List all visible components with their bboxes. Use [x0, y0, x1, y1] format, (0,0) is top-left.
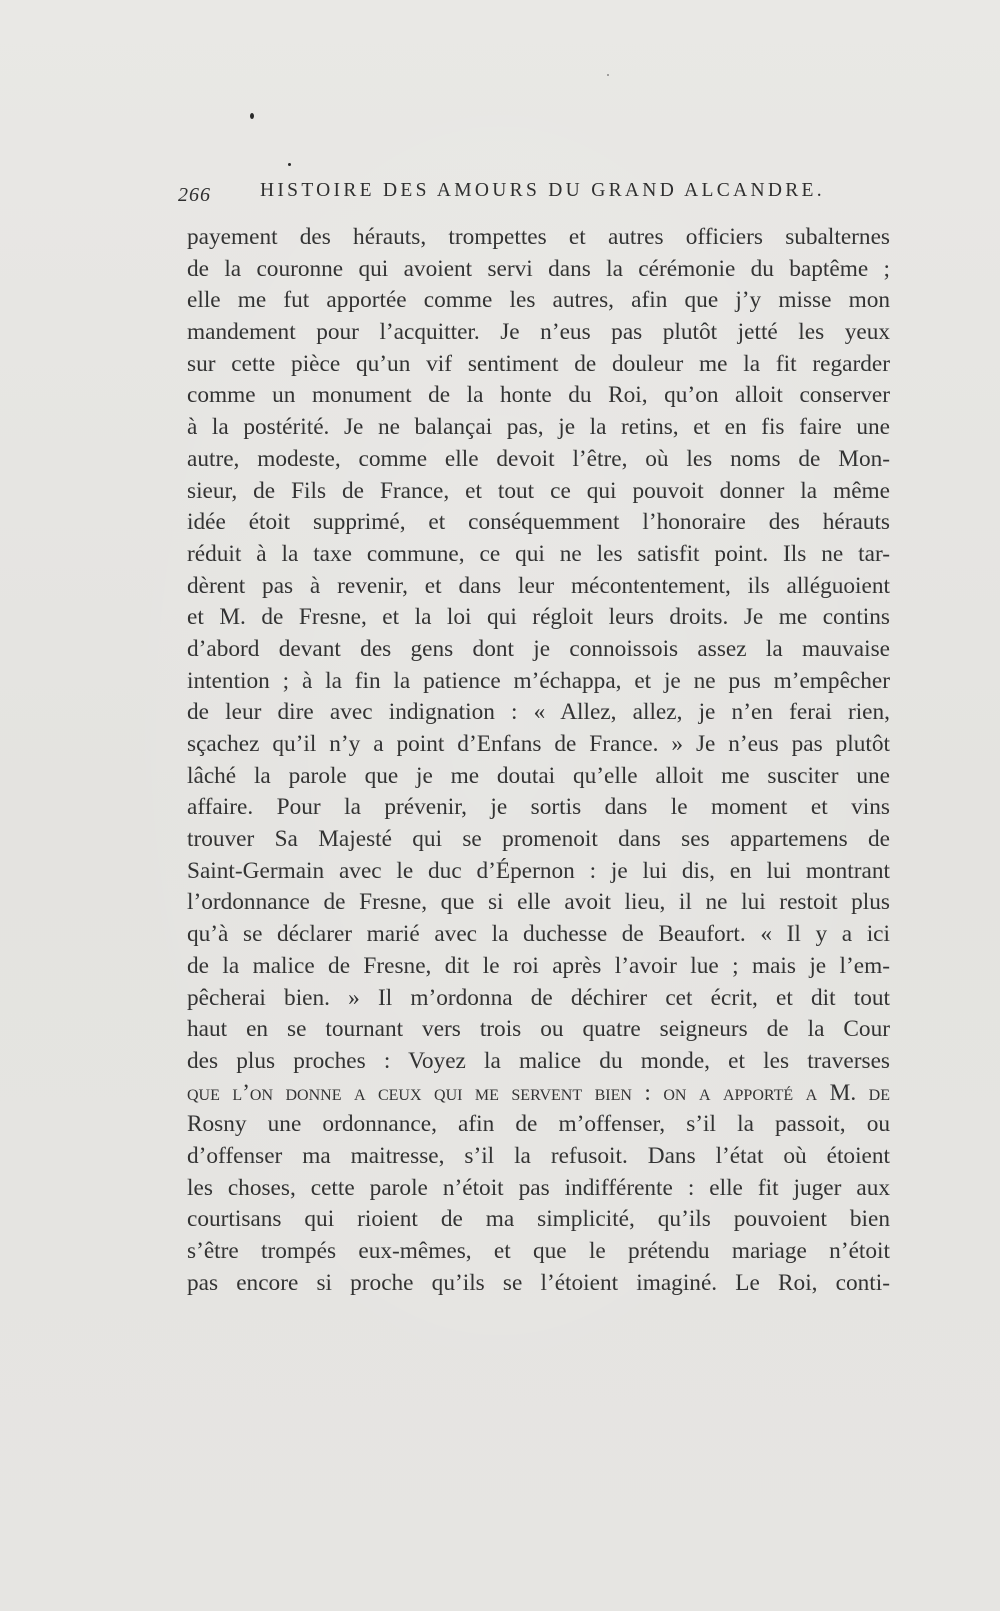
text-line: pas encore si proche qu’ils se l’étoient imaginé. Le Roi, conti- — [187, 1269, 890, 1296]
text-line: payement des hérauts, trompettes et autres officiers subalternes — [187, 224, 890, 250]
ink-speck — [288, 163, 291, 166]
text-line: les choses, cette parole n’étoit pas indifférente : elle fit juger aux — [187, 1174, 890, 1201]
text-line: des plus proches : Voyez la malice du monde, et les traverses — [187, 1047, 890, 1074]
text-line: courtisans qui rioient de ma simplicité, qu’ils pouvoient bien — [187, 1206, 890, 1233]
text-line: haut en se tournant vers trois ou quatre seigneurs de la Cour — [187, 1016, 890, 1043]
text-line: de la malice de Fresne, dit le roi après l’avoir lue ; mais je l’em- — [187, 952, 890, 979]
text-line: trouver Sa Majesté qui se promenoit dans ses appartemens de — [187, 826, 890, 853]
text-line: sur cette pièce qu’un vif sentiment de douleur me la fit regarder — [187, 350, 890, 377]
text-line: sçachez qu’il n’y a point d’Enfans de France. » Je n’eus pas plutôt — [187, 731, 890, 757]
page-number: 266 — [178, 184, 211, 206]
text-line: d’abord devant des gens dont je connoissois assez la mauvaise — [187, 635, 890, 662]
text-line: l’ordonnance de Fresne, que si elle avoit lieu, il ne lui restoit plus — [187, 889, 890, 916]
text-line: affaire. Pour la prévenir, je sortis dans le moment et vins — [187, 794, 890, 821]
text-line: que l’on donne a ceux qui me servent bien : on a apporté a M. de — [187, 1079, 890, 1106]
text-line: à la postérité. Je ne balançai pas, je la retins, et en fis faire une — [187, 414, 890, 441]
text-line: Rosny une ordonnance, afin de m’offenser, s’il la passoit, ou — [187, 1111, 890, 1138]
text-line: elle me fut apportée comme les autres, afin que j’y misse mon — [187, 287, 890, 314]
text-line: comme un monument de la honte du Roi, qu’on alloit conserver — [187, 382, 890, 409]
text-line: de la couronne qui avoient servi dans la cérémonie du baptême ; — [187, 255, 890, 282]
text-line: intention ; à la fin la patience m’échappa, et je ne pus m’empêcher — [187, 667, 890, 694]
text-line: idée étoit supprimé, et conséquemment l’honoraire des hérauts — [187, 509, 890, 536]
ink-speck — [607, 74, 609, 76]
text-line: de leur dire avec indignation : « Allez, allez, je n’en ferai rien, — [187, 699, 890, 726]
body-text — [187, 222, 890, 1299]
text-line: autre, modeste, comme elle devoit l’être, où les noms de Mon- — [187, 445, 890, 472]
text-line: lâché la parole que je me doutai qu’elle alloit me susciter une — [187, 762, 890, 789]
text-line: dèrent pas à revenir, et dans leur mécontentement, ils alléguoient — [187, 572, 890, 599]
text-line: réduit à la taxe commune, ce qui ne les satisfit point. Ils ne tar- — [187, 540, 890, 567]
text-line: Saint-Germain avec le duc d’Épernon : je lui dis, en lui montrant — [187, 857, 890, 884]
running-title: HISTOIRE DES AMOURS DU GRAND ALCANDRE. — [260, 180, 825, 201]
text-line: s’être trompés eux-mêmes, et que le prétendu mariage n’étoit — [187, 1238, 890, 1264]
text-line: d’offenser ma maitresse, s’il la refusoit. Dans l’état où étoient — [187, 1142, 890, 1169]
ink-speck — [250, 113, 254, 119]
text-line: mandement pour l’acquitter. Je n’eus pas plutôt jetté les yeux — [187, 319, 890, 346]
text-line: qu’à se déclarer marié avec la duchesse de Beaufort. « Il y a ici — [187, 921, 890, 948]
text-line: et M. de Fresne, et la loi qui régloit leurs droits. Je me contins — [187, 604, 890, 631]
text-line: pêcherai bien. » Il m’ordonna de déchirer cet écrit, et dit tout — [187, 984, 890, 1011]
text-line: sieur, de Fils de France, et tout ce qui pouvoit donner la même — [187, 477, 890, 504]
page-header — [178, 176, 890, 210]
